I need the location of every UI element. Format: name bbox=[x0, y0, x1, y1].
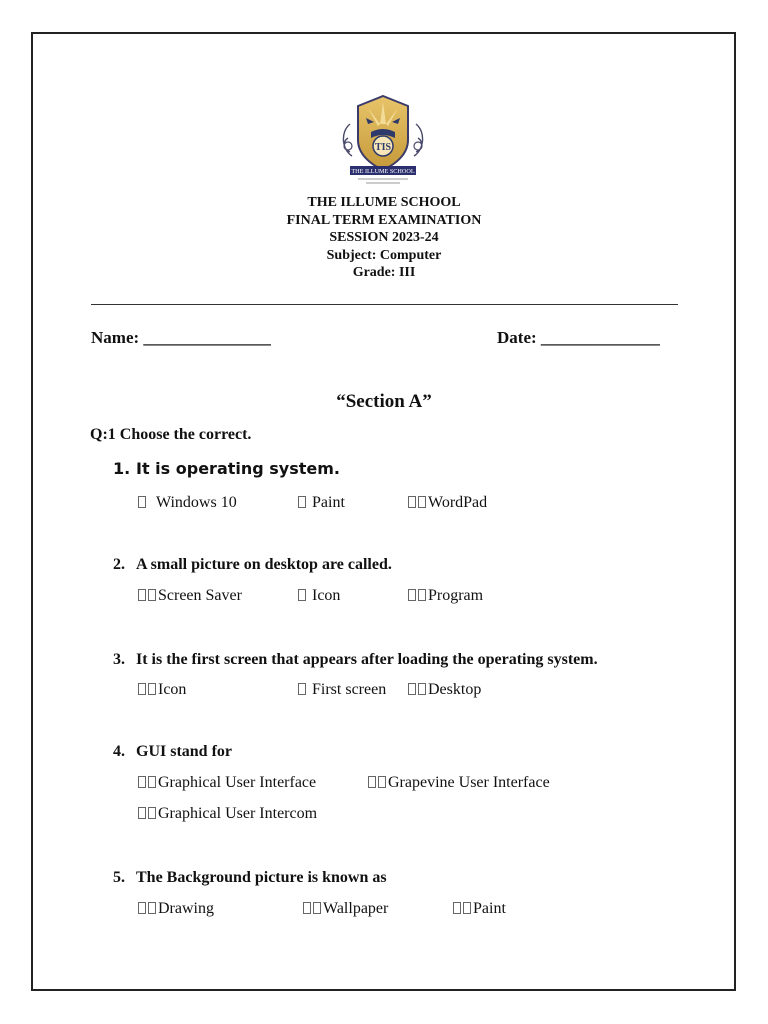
checkbox-icon[interactable] bbox=[408, 589, 416, 601]
checkbox-icon[interactable] bbox=[453, 902, 461, 914]
checkbox-icon[interactable] bbox=[138, 776, 146, 788]
question-3-number: 3. bbox=[113, 651, 125, 668]
option-windows-10[interactable] bbox=[138, 494, 237, 512]
subject: Subject: Computer bbox=[326, 247, 442, 263]
question-5-text: The Background picture is known as bbox=[136, 869, 387, 886]
option-label: Drawing bbox=[158, 900, 214, 917]
option-drawing[interactable] bbox=[138, 900, 214, 918]
option-program[interactable] bbox=[408, 587, 483, 605]
option-label: Paint bbox=[473, 900, 506, 917]
school-name: THE ILLUME SCHOOL bbox=[307, 195, 461, 210]
option-graphical-user-intercom[interactable] bbox=[138, 805, 317, 823]
svg-text:THE ILLUME SCHOOL: THE ILLUME SCHOOL bbox=[351, 168, 415, 175]
option-label: Windows 10 bbox=[156, 494, 237, 511]
checkbox-icon[interactable] bbox=[418, 496, 426, 508]
option-first-screen[interactable] bbox=[298, 681, 386, 699]
option-label: Grapevine User Interface bbox=[388, 774, 550, 791]
option-label: Graphical User Interface bbox=[158, 774, 317, 791]
section-title: “Section A” bbox=[336, 391, 432, 412]
option-graphical-user-interface[interactable] bbox=[138, 774, 316, 792]
option-label: Screen Saver bbox=[158, 587, 242, 604]
name-field[interactable]: Name: _______________ bbox=[91, 328, 271, 347]
date-field[interactable]: Date: ______________ bbox=[497, 328, 660, 347]
checkbox-icon[interactable] bbox=[298, 683, 306, 695]
option-grapevine-user-interface[interactable] bbox=[368, 774, 550, 792]
option-wordpad[interactable] bbox=[408, 494, 487, 512]
option-icon[interactable] bbox=[298, 587, 340, 605]
question-heading: Q:1 Choose the correct. bbox=[90, 426, 252, 443]
checkbox-icon[interactable] bbox=[148, 589, 156, 601]
question-5-number: 5. bbox=[113, 869, 125, 886]
checkbox-icon[interactable] bbox=[418, 683, 426, 695]
question-1-number: 1. bbox=[113, 459, 131, 478]
checkbox-icon[interactable] bbox=[148, 683, 156, 695]
option-label: Desktop bbox=[428, 681, 482, 698]
checkbox-icon[interactable] bbox=[138, 496, 146, 508]
option-label: Paint bbox=[312, 494, 345, 511]
option-paint[interactable] bbox=[298, 494, 345, 512]
question-1-text: It is operating system. bbox=[136, 459, 341, 478]
checkbox-icon[interactable] bbox=[298, 496, 306, 508]
checkbox-icon[interactable] bbox=[463, 902, 471, 914]
checkbox-icon[interactable] bbox=[138, 807, 146, 819]
question-4-text: GUI stand for bbox=[136, 743, 233, 760]
option-label: Graphical User Intercom bbox=[158, 805, 318, 822]
checkbox-icon[interactable] bbox=[148, 807, 156, 819]
checkbox-icon[interactable] bbox=[418, 589, 426, 601]
option-wallpaper[interactable] bbox=[303, 900, 388, 918]
checkbox-icon[interactable] bbox=[148, 776, 156, 788]
option-label: Icon bbox=[312, 587, 341, 604]
option-label: Icon bbox=[158, 681, 187, 698]
question-2-text: A small picture on desktop are called. bbox=[136, 556, 392, 573]
checkbox-icon[interactable] bbox=[138, 589, 146, 601]
exam-header bbox=[0, 194, 768, 282]
checkbox-icon[interactable] bbox=[303, 902, 311, 914]
checkbox-icon[interactable] bbox=[298, 589, 306, 601]
option-screen-saver[interactable] bbox=[138, 587, 242, 605]
checkbox-icon[interactable] bbox=[378, 776, 386, 788]
checkbox-icon[interactable] bbox=[368, 776, 376, 788]
checkbox-icon[interactable] bbox=[408, 496, 416, 508]
grade: Grade: III bbox=[352, 265, 416, 280]
option-label: Program bbox=[428, 587, 484, 604]
question-2-number: 2. bbox=[113, 556, 125, 573]
checkbox-icon[interactable] bbox=[408, 683, 416, 695]
option-desktop[interactable] bbox=[408, 681, 481, 699]
option-icon-q3[interactable] bbox=[138, 681, 186, 699]
checkbox-icon[interactable] bbox=[313, 902, 321, 914]
option-label: WordPad bbox=[428, 494, 488, 511]
exam-title: FINAL TERM EXAMINATION bbox=[286, 212, 482, 228]
question-4-number: 4. bbox=[113, 743, 125, 760]
checkbox-icon[interactable] bbox=[138, 902, 146, 914]
checkbox-icon[interactable] bbox=[138, 683, 146, 695]
header-divider bbox=[91, 304, 678, 305]
checkbox-icon[interactable] bbox=[148, 902, 156, 914]
option-label: First screen bbox=[312, 681, 387, 698]
option-label: Wallpaper bbox=[323, 900, 389, 917]
svg-text:TIS: TIS bbox=[374, 142, 392, 153]
question-3-text: It is the first screen that appears after loading the operating system. bbox=[136, 651, 598, 668]
option-paint-q5[interactable] bbox=[453, 900, 506, 918]
school-logo bbox=[338, 94, 428, 186]
session: SESSION 2023-24 bbox=[329, 230, 439, 245]
